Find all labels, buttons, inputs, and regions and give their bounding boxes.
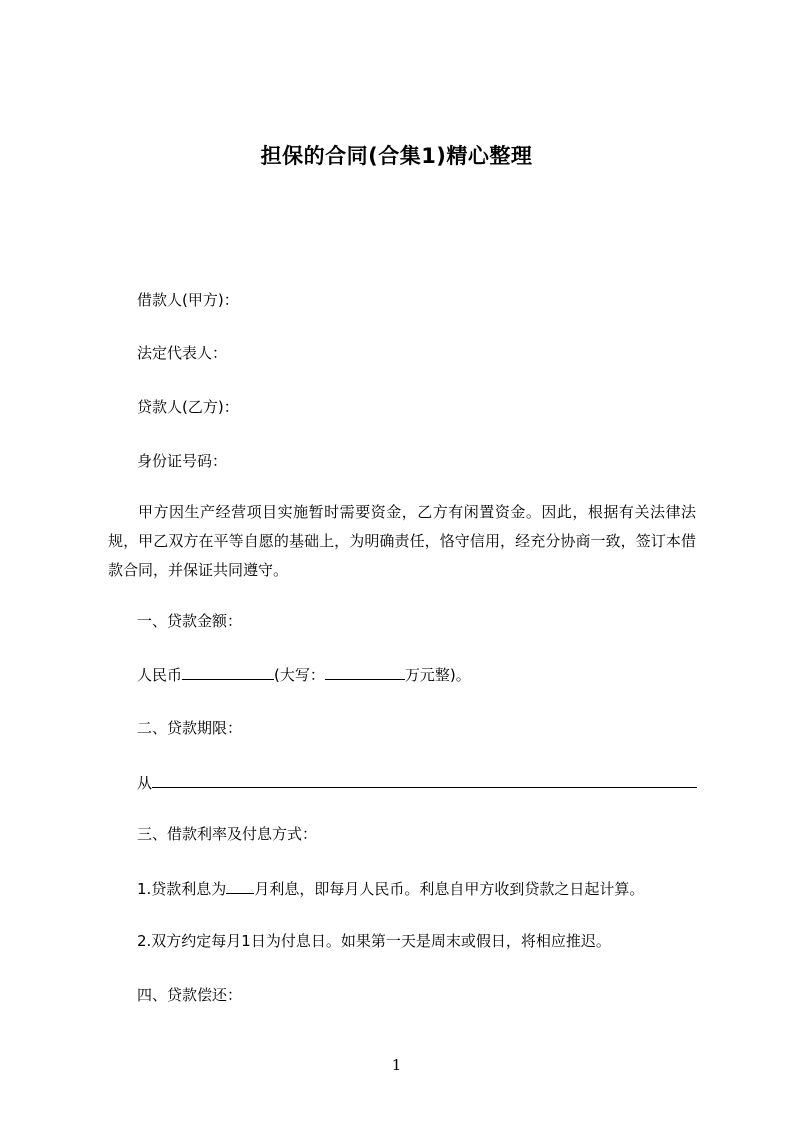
section-4-heading: 四、贷款偿还： (137, 986, 243, 1004)
interest-item-1 (137, 877, 644, 900)
intro-paragraph: 甲方因生产经营项目实施暂时需要资金，乙方有闲置资金。因此，根据有关法律法规，甲乙双方在平等自愿的基础上，为明确责任，恪守信用，经充分协商一致，签订本借款合同，并保证共同遵守。 (108, 503, 696, 579)
interest-item-1-suffix: 月利息，即每月人民币。利息自甲方收到贷款之日起计算。 (254, 880, 645, 898)
section-3-heading: 三、借款利率及付息方式： (137, 825, 318, 843)
daxie-amount-blank (325, 663, 405, 680)
from-label: 从 (137, 774, 153, 792)
interest-item-2: 2.双方约定每月1日为付息日。如果第一天是周末或假日，将相应推迟。 (137, 932, 611, 950)
loan-period-line (137, 771, 697, 794)
interest-item-1-prefix: 1.贷款利息为 (137, 880, 227, 898)
lender-field: 贷款人(乙方)： (137, 398, 239, 416)
section-2-heading: 二、贷款期限： (137, 719, 243, 737)
section-1-heading: 一、贷款金额： (137, 612, 243, 630)
loan-amount-line (137, 663, 471, 686)
interest-rate-blank (226, 877, 254, 894)
daxie-label: (大写： (274, 666, 325, 684)
daxie-suffix: 万元整)。 (404, 666, 471, 684)
rmb-amount-blank (182, 663, 274, 680)
page-number: 1 (391, 1056, 402, 1074)
rmb-label: 人民币 (137, 666, 183, 684)
legal-representative-field: 法定代表人： (137, 344, 228, 362)
loan-period-blank (152, 771, 697, 788)
id-number-field: 身份证号码： (137, 452, 228, 470)
borrower-field: 借款人(甲方)： (137, 291, 239, 309)
document-title: 担保的合同(合集1)精心整理 (260, 144, 533, 168)
